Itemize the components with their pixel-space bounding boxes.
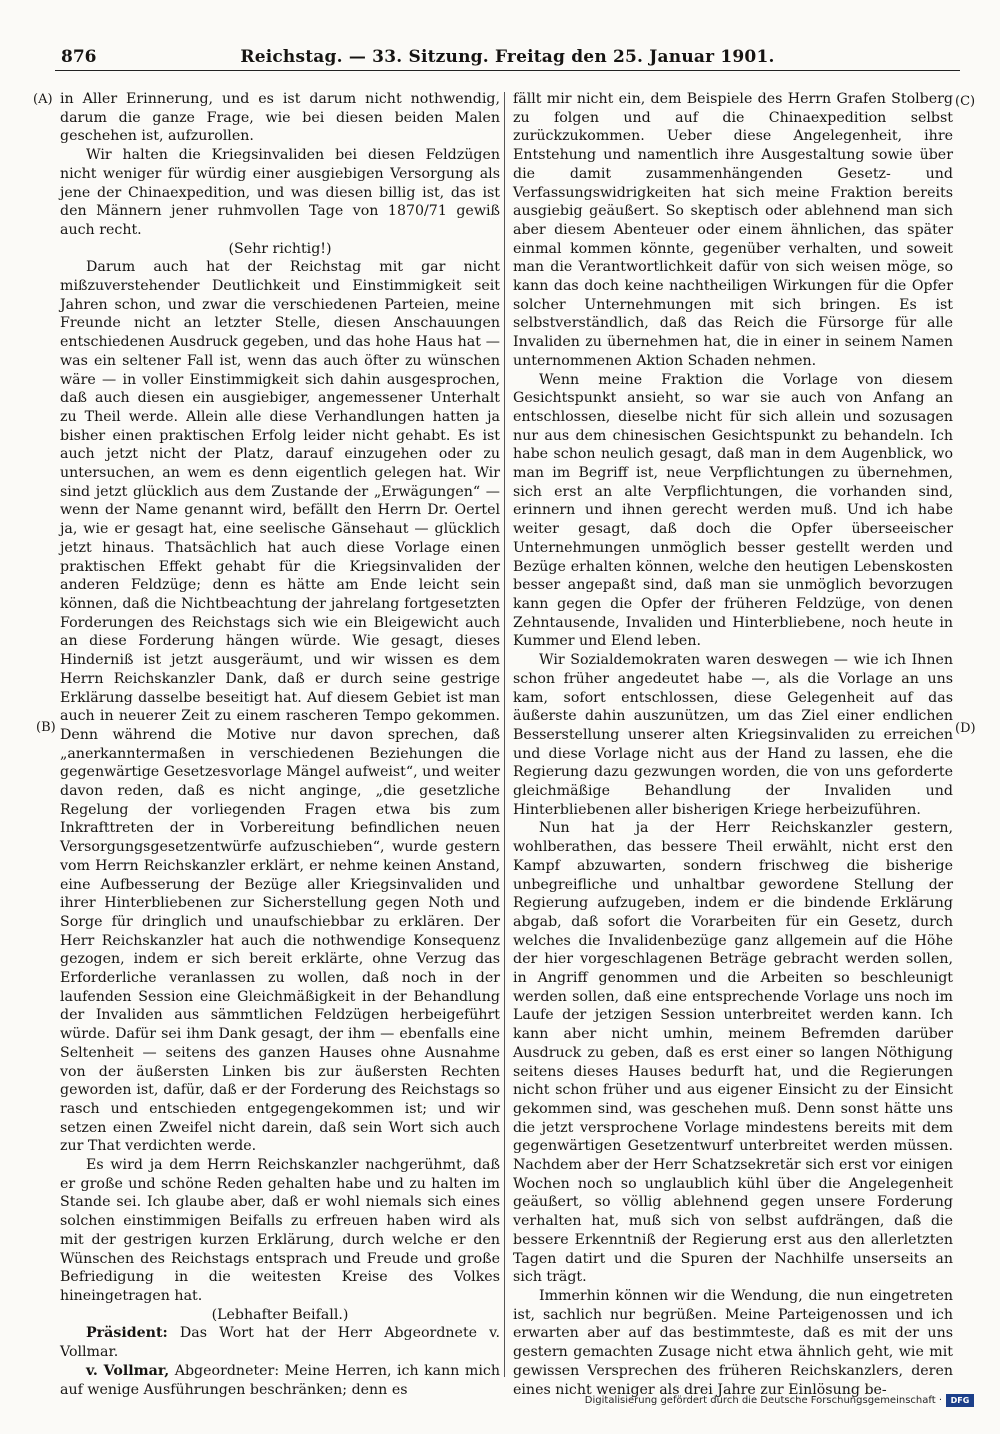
right-column [513, 90, 953, 1398]
speaker-paragraph [60, 1362, 500, 1399]
dfg-logo: DFG [946, 1394, 974, 1407]
margin-marker-b: (B) [36, 720, 56, 735]
speaker-text: Das Wort hat der Herr Abgeordnete v. Vollmar. [60, 1325, 501, 1361]
interjection: (Sehr richtig!) [228, 240, 332, 257]
speaker-name: Präsident: [86, 1325, 168, 1342]
paragraph: Wenn meine Fraktion die Vorlage von diesem Gesichtspunkt ansieht, so war sie auch von Anfang an entschlossen, dieselbe nicht für sich allein und sozusagen nur aus dem chinesischen Gesichtspunkt zu behandeln. Ich habe schon neulich gesagt, daß man in dem Augenblick, wo man im Begriff ist, neue Verpflichtungen zu übernehmen, sich erst an alte Verpflichtungen, die vorhanden sind, erinnern und ihnen gerecht werden muß. Und ich habe weiter gesagt, daß doch die Opfer überseeischer Unternehmungen unmöglich besser gestellt werden und Bezüge erhalten können, welche den heutigen Lebenskosten besser angepaßt sind, daß man sie unmöglich bevorzugen kann gegen die Opfer der früheren Feldzüge, von denen Zehntausende, Invaliden und Hinterbliebene, noch heute in Kummer und Elend leben. [513, 371, 953, 650]
footer-credit [585, 1394, 974, 1407]
speaker-name: v. Vollmar, [86, 1362, 170, 1379]
column-divider [504, 92, 505, 1377]
paragraph: Wir halten die Kriegsinvaliden bei diesen Feldzügen nicht weniger für würdig einer ausgiebigen Versorgung als jene der Chinaexpedition, und was diesen billig ist, das ist den Männern jener ruhmvollen Tage von 1870/71 gewiß auch recht. [60, 147, 500, 238]
margin-marker-a: (A) [33, 92, 53, 107]
paragraph: Es wird ja dem Herrn Reichskanzler nachgerühmt, daß er große und schöne Reden gehalten habe und zu halten im Stande sei. Ich glaube aber, daß er wohl niemals sich eines solchen einstimmigen Beifalls zu erfreuen haben wird als mit der gestrigen kurzen Erklärung, durch welche er den Wünschen des Reichstags entsprach und Freude und große Befriedigung in die weitesten Kreise des Volkes hineingetragen hat. [60, 1157, 500, 1304]
paragraph: Wir Sozialdemokraten waren deswegen — wie ich Ihnen schon früher angedeutet habe —, als die Vorlage an uns kam, sofort entschlossen, diese Gelegenheit auf das äußerste dahin auszunützen, um das Ziel einer endlichen Besserstellung unserer alten Kriegsinvaliden zu erreichen und diese Vorlage nicht aus der Hand zu lassen, ehe die Regierung dazu gezwungen worden, die von uns geforderte gleichmäßige Behandlung der Invaliden und Hinterbliebenen aller bisherigen Kriege herbeizuführen. [513, 652, 953, 818]
paragraph: in Aller Erinnerung, und es ist darum nicht nothwendig, darum die ganze Frage, wie bei diesen beiden Malen geschehen ist, aufzurollen. [60, 91, 500, 145]
interjection: (Lebhafter Beifall.) [211, 1306, 349, 1323]
margin-marker-c: (C) [955, 94, 976, 109]
left-column [60, 90, 501, 1398]
paragraph: Darum auch hat der Reichstag mit gar nicht mißzuverstehender Deutlichkeit und Einstimmigkeit seit Jahren schon, und zwar die verschiedenen Parteien, meine Freunde nicht an letzter Stelle, diesen Anschauungen entschiedenen Ausdruck gegeben, und das hohe Haus hat — was ein seltener Fall ist, wenn das auch öfter zu wünschen wäre — in voller Einstimmigkeit sich dahin ausgesprochen, daß auch diesen ein ausgiebiger, angemessener Unterhalt zu Theil werde. Allein alle diese Verhandlungen hatten ja bisher einen praktischen Erfolg leider nicht gehabt. Es ist auch jetzt nicht der Platz, darauf einzugehen oder zu untersuchen, an wem es denn eigentlich gelegen hat. Wir sind jetzt glücklich aus dem Zustande der „Erwägungen“ — wenn der Name genannt wird, befällt den Herrn Dr. Oertel ja, wie er gesagt hat, eine seelische Gänsehaut — glücklich jetzt hinaus. Thatsächlich hat auch diese Vorlage einen praktischen Effekt gehabt für die Kriegsinvaliden der anderen Feldzüge; denn es hätte am Ende leicht sein können, daß die Nichtbeachtung der jahrelang fortgesetzten Forderungen des Reichstags sich wie ein Bleigewicht auch an diese Forderung hängen würde. Wie gesagt, dieses Hinderniß ist jetzt ausgeräumt, und wir wissen es dem Herrn Reichskanzler Dank, daß er durch seine gestrige Erklärung dasselbe beseitigt hat. Auf diesem Gebiet ist man auch in neuerer Zeit zu einem rascheren Tempo gekommen. Denn während die Motive nur davon sprechen, daß „anerkanntermaßen in verschiedenen Beziehungen die gegenwärtige Gesetzesvorlage Mängel aufweist“, und weiter davon reden, daß es nicht anginge, „die gesetzliche Regelung der vorliegenden Fragen etwa bis zum Inkrafttreten der in Vorbereitung befindlichen neuen Versorgungsgesetzentwürfe aufzuschieben“, wurde gestern vom Herrn Reichskanzler erklärt, er nehme keinen Anstand, eine Aufbesserung der Bezüge aller Kriegsinvaliden und ihrer Hinterbliebenen zur Sicherstellung gegen Noth und Sorge für dringlich und unaufschiebbar zu erklären. Der Herr Reichskanzler hat auch die nothwendige Konsequenz gezogen, indem er sich bereit erklärte, ohne Verzug das Erforderliche veranlassen zu wollen, daß noch in der laufenden Session eine Gleichmäßigkeit in der Behandlung der Invaliden aus sämmtlichen Feldzügen herbeigeführt würde. Dafür sei ihm Dank gesagt, der ihm — ebenfalls eine Seltenheit — seitens des ganzen Hauses ohne Ausnahme von der äußersten Linken bis zur äußersten Rechten geworden ist, dafür, daß er der Forderung des Reichstags so rasch und entschieden entgegengekommen ist; und wir setzen einen Zweifel nicht darein, daß sein Wort sich auch zur That verdichten werde. [60, 259, 500, 1155]
paragraph: Immerhin können wir die Wendung, die nun eingetreten ist, sachlich nur begrüßen. Meine Parteigenossen und ich erwarten aber auf das bestimmteste, daß es mit der uns gestern gemachten Zusage nicht etwa ähnlich geht, wie mit gewissen Versprechen des früheren Reichskanzlers, deren eines nicht weniger als drei Jahre zur Einlösung be- [513, 1288, 953, 1398]
margin-marker-d: (D) [955, 721, 976, 736]
footer-text: Digitalisierung gefördert durch die Deutsche Forschungsgemeinschaft · [584, 1395, 942, 1406]
running-title: Reichstag. — 33. Sitzung. Freitag den 25. Januar 1901. [240, 47, 775, 67]
speaker-text: Abgeordneter: Meine Herren, ich kann mich auf wenige Ausführungen beschränken; denn es [60, 1362, 500, 1398]
paragraph: Nun hat ja der Herr Reichskanzler gestern, wohlberathen, das bessere Theil erwählt, nicht erst den Kampf abzuwarten, sondern frischweg die bisherige unbegreifliche und unhaltbar gewordene Stellung der Regierung aufzugeben, indem er die bindende Erklärung abgab, daß sofort die Vorarbeiten für ein Gesetz, durch welches die Invalidenbezüge ganz allgemein auf die Höhe der hier vorgeschlagenen Beträge gebracht werden sollen, in Angriff genommen und die Arbeiten so beschleunigt werden sollen, daß eine entsprechende Vorlage uns noch im Laufe der jetzigen Session unterbreitet werden kann. Ich kann aber nicht umhin, meinem Befremden darüber Ausdruck zu geben, daß es erst einer so langen Nöthigung seitens dieses Hauses bedurft hat, und die Regierungen nicht schon früher und aus eigener Einsicht zu der Einsicht gekommen sind, was geschehen muß. Denn sonst hätte uns die jetzt versprochene Vorlage mindestens bereits mit dem gegenwärtigen Gesetzentwurf unterbreitet werden müssen. Nachdem aber der Herr Schatzsekretär sich erst vor einigen Wochen noch so unglaublich kühl über die Angelegenheit geäußert, so völlig ablehnend gegen unsere Forderung verhalten hat, muß sich von selbst aufdrängen, daß die bessere Erkenntniß der Regierung erst aus den allerletzten Tagen datirt und die Spuren der Nachhilfe unserseits an sich trägt. [513, 820, 953, 1286]
page-number: 876 [61, 47, 97, 67]
paragraph: fällt mir nicht ein, dem Beispiele des Herrn Grafen Stolberg zu folgen und auf die Chinaexpedition selbst zurückzukommen. Ueber diese Angelegenheit, ihre Entstehung und namentlich ihre Ausgestaltung sowie über die damit zusammenhängenden Gesetz- und Verfassungswidrigkeiten hat sich meine Fraktion bereits ausgiebig geäußert. So skeptisch oder ablehnend man sich aber diesem Abenteuer oder einem ähnlichen, das später einmal kommen könnte, gegenüber verhalten, und soweit man die Verantwortlichkeit dafür von sich weisen möge, so kann das doch keine nachtheiligen Wirkungen für die Opfer solcher Unternehmungen mit sich bringen. Es ist selbstverständlich, daß das Reich die Fürsorge für alle Invaliden zu übernehmen hat, die in einer in seinem Namen unternommenen Aktion Schaden nehmen. [513, 91, 953, 369]
running-header [55, 44, 960, 71]
speaker-paragraph [60, 1324, 500, 1361]
